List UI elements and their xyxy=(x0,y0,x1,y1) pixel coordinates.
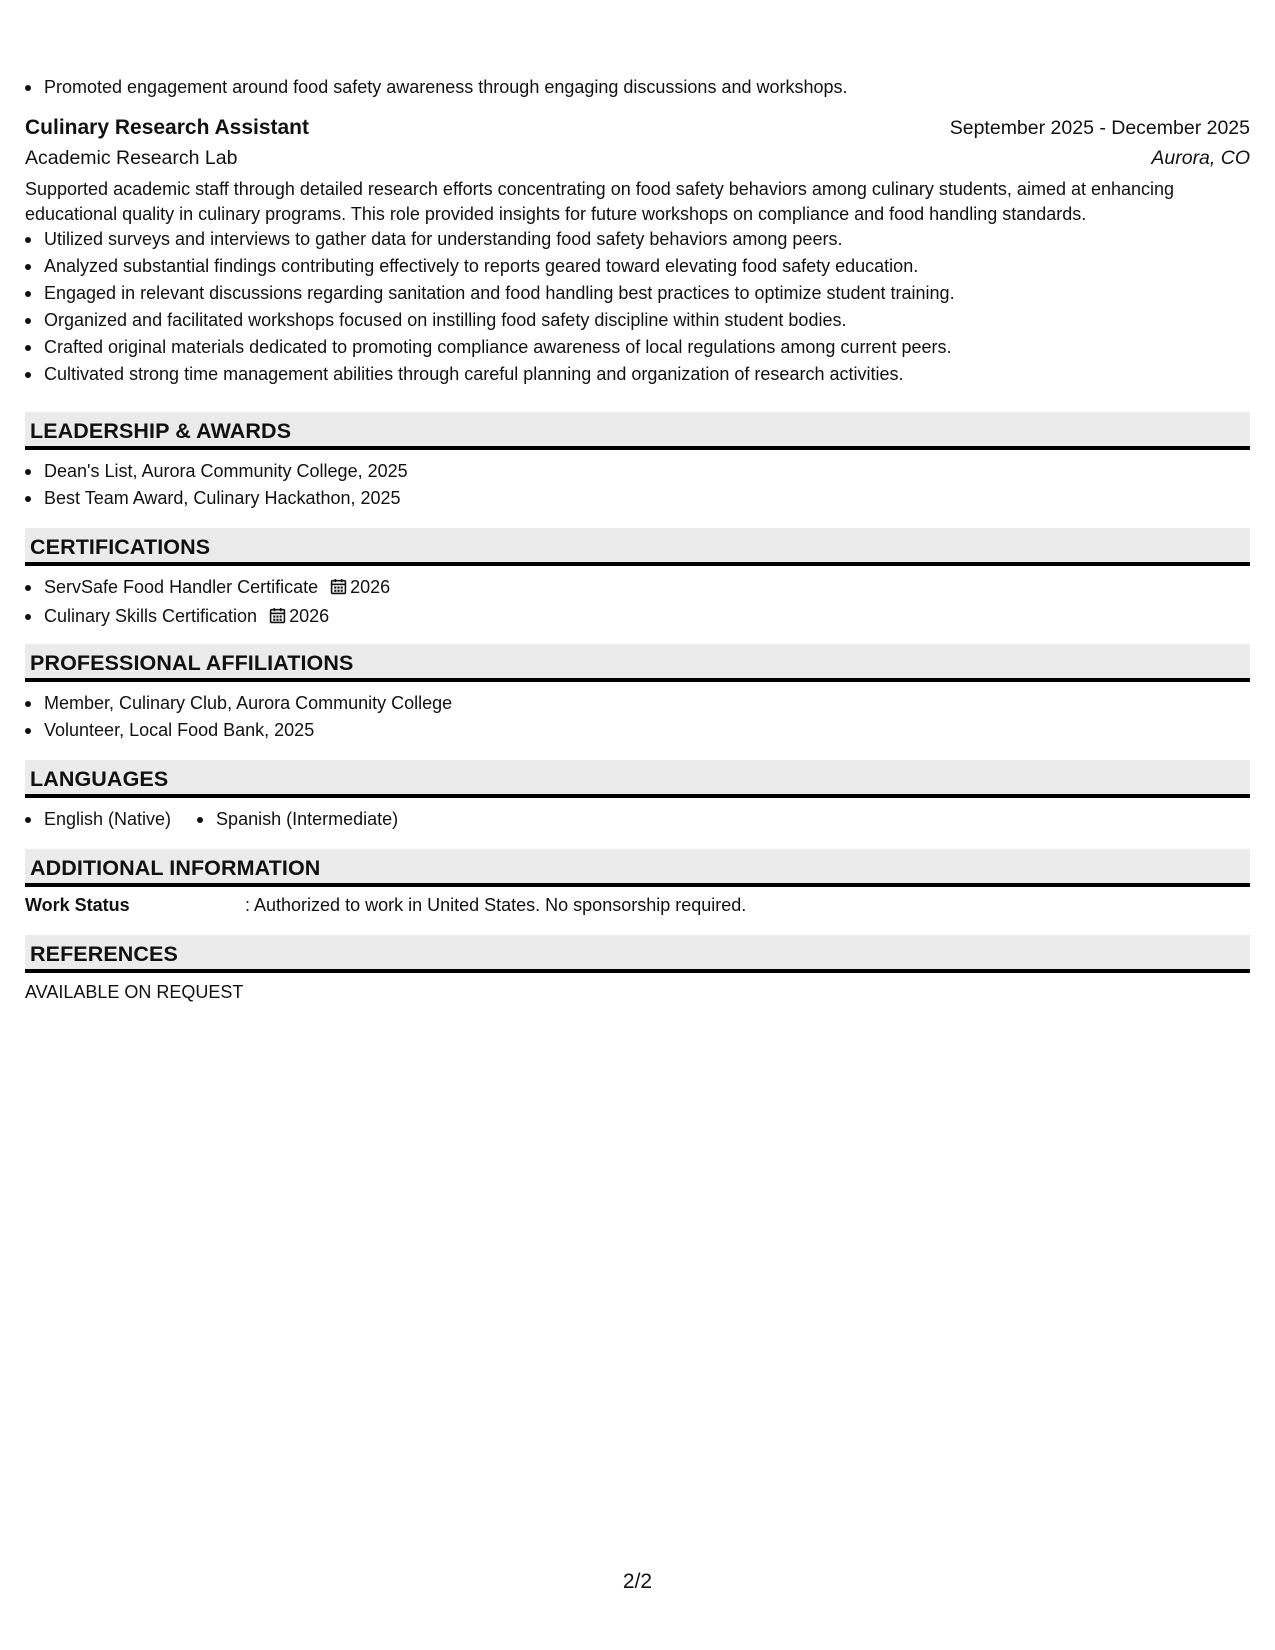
job-entry xyxy=(25,113,1250,388)
list-item: Analyzed substantial findings contributing effectively to reports geared toward elevating food safety education. xyxy=(25,253,1250,280)
list-item: Utilized surveys and interviews to gather data for understanding food safety behaviors among peers. xyxy=(25,226,1250,253)
prev-job-bullets xyxy=(25,74,1250,101)
certifications-list xyxy=(25,574,1250,632)
list-item: Promoted engagement around food safety awareness through engaging discussions and workshops. xyxy=(25,74,1250,101)
list-item xyxy=(25,603,1250,632)
certification-name: ServSafe Food Handler Certificate xyxy=(44,577,319,597)
list-item: Volunteer, Local Food Bank, 2025 xyxy=(25,717,1250,744)
section-heading: PROFESSIONAL AFFILIATIONS xyxy=(25,644,1250,682)
section-heading: CERTIFICATIONS xyxy=(25,528,1250,566)
leadership-list xyxy=(25,458,1250,512)
list-item: Dean's List, Aurora Community College, 2025 xyxy=(25,458,1250,485)
list-item: Cultivated strong time management abilities through careful planning and organization of research activities. xyxy=(25,361,1250,388)
job-location: Aurora, CO xyxy=(1151,147,1250,169)
list-item xyxy=(25,574,1250,603)
list-item: Crafted original materials dedicated to promoting compliance awareness of local regulations among current peers. xyxy=(25,334,1250,361)
job-bullets xyxy=(25,226,1250,388)
references-section xyxy=(25,935,1250,1005)
list-item: Organized and facilitated workshops focused on instilling food safety discipline within student bodies. xyxy=(25,307,1250,334)
calendar-icon xyxy=(269,605,286,632)
certifications-section xyxy=(25,528,1250,632)
list-item: Spanish (Intermediate) xyxy=(197,806,398,833)
work-status-row xyxy=(25,892,1250,918)
calendar-icon xyxy=(330,576,347,603)
section-heading: LANGUAGES xyxy=(25,760,1250,798)
affiliations-section xyxy=(25,644,1250,744)
job-title: Culinary Research Assistant xyxy=(25,116,310,139)
certification-year: 2026 xyxy=(350,577,391,597)
affiliations-list xyxy=(25,690,1250,744)
section-heading: ADDITIONAL INFORMATION xyxy=(25,849,1250,887)
languages-list xyxy=(25,806,1250,833)
certification-name: Culinary Skills Certification xyxy=(44,606,258,626)
section-heading: LEADERSHIP & AWARDS xyxy=(25,412,1250,450)
references-text: AVAILABLE ON REQUEST xyxy=(25,982,244,1002)
section-heading: REFERENCES xyxy=(25,935,1250,973)
page-number: 2/2 xyxy=(622,1570,653,1593)
leadership-section xyxy=(25,412,1250,512)
list-item: Best Team Award, Culinary Hackathon, 2025 xyxy=(25,485,1250,512)
languages-section xyxy=(25,760,1250,833)
work-status-label: Work Status xyxy=(25,895,130,915)
certification-year: 2026 xyxy=(289,606,330,626)
work-status-value: : Authorized to work in United States. No sponsorship required. xyxy=(245,895,747,915)
additional-info-section xyxy=(25,849,1250,918)
list-item: Member, Culinary Club, Aurora Community College xyxy=(25,690,1250,717)
job-summary: Supported academic staff through detailed research efforts concentrating on food safety behaviors among culinary students, aimed at enhancing educational quality in culinary programs. This role provided insights for future workshops on compliance and food handling standards. xyxy=(25,179,1175,224)
list-item: Engaged in relevant discussions regarding sanitation and food handling best practices to optimize student training. xyxy=(25,280,1250,307)
job-dates: September 2025 - December 2025 xyxy=(949,117,1250,139)
job-organization: Academic Research Lab xyxy=(25,147,238,169)
list-item: English (Native) xyxy=(25,806,171,833)
